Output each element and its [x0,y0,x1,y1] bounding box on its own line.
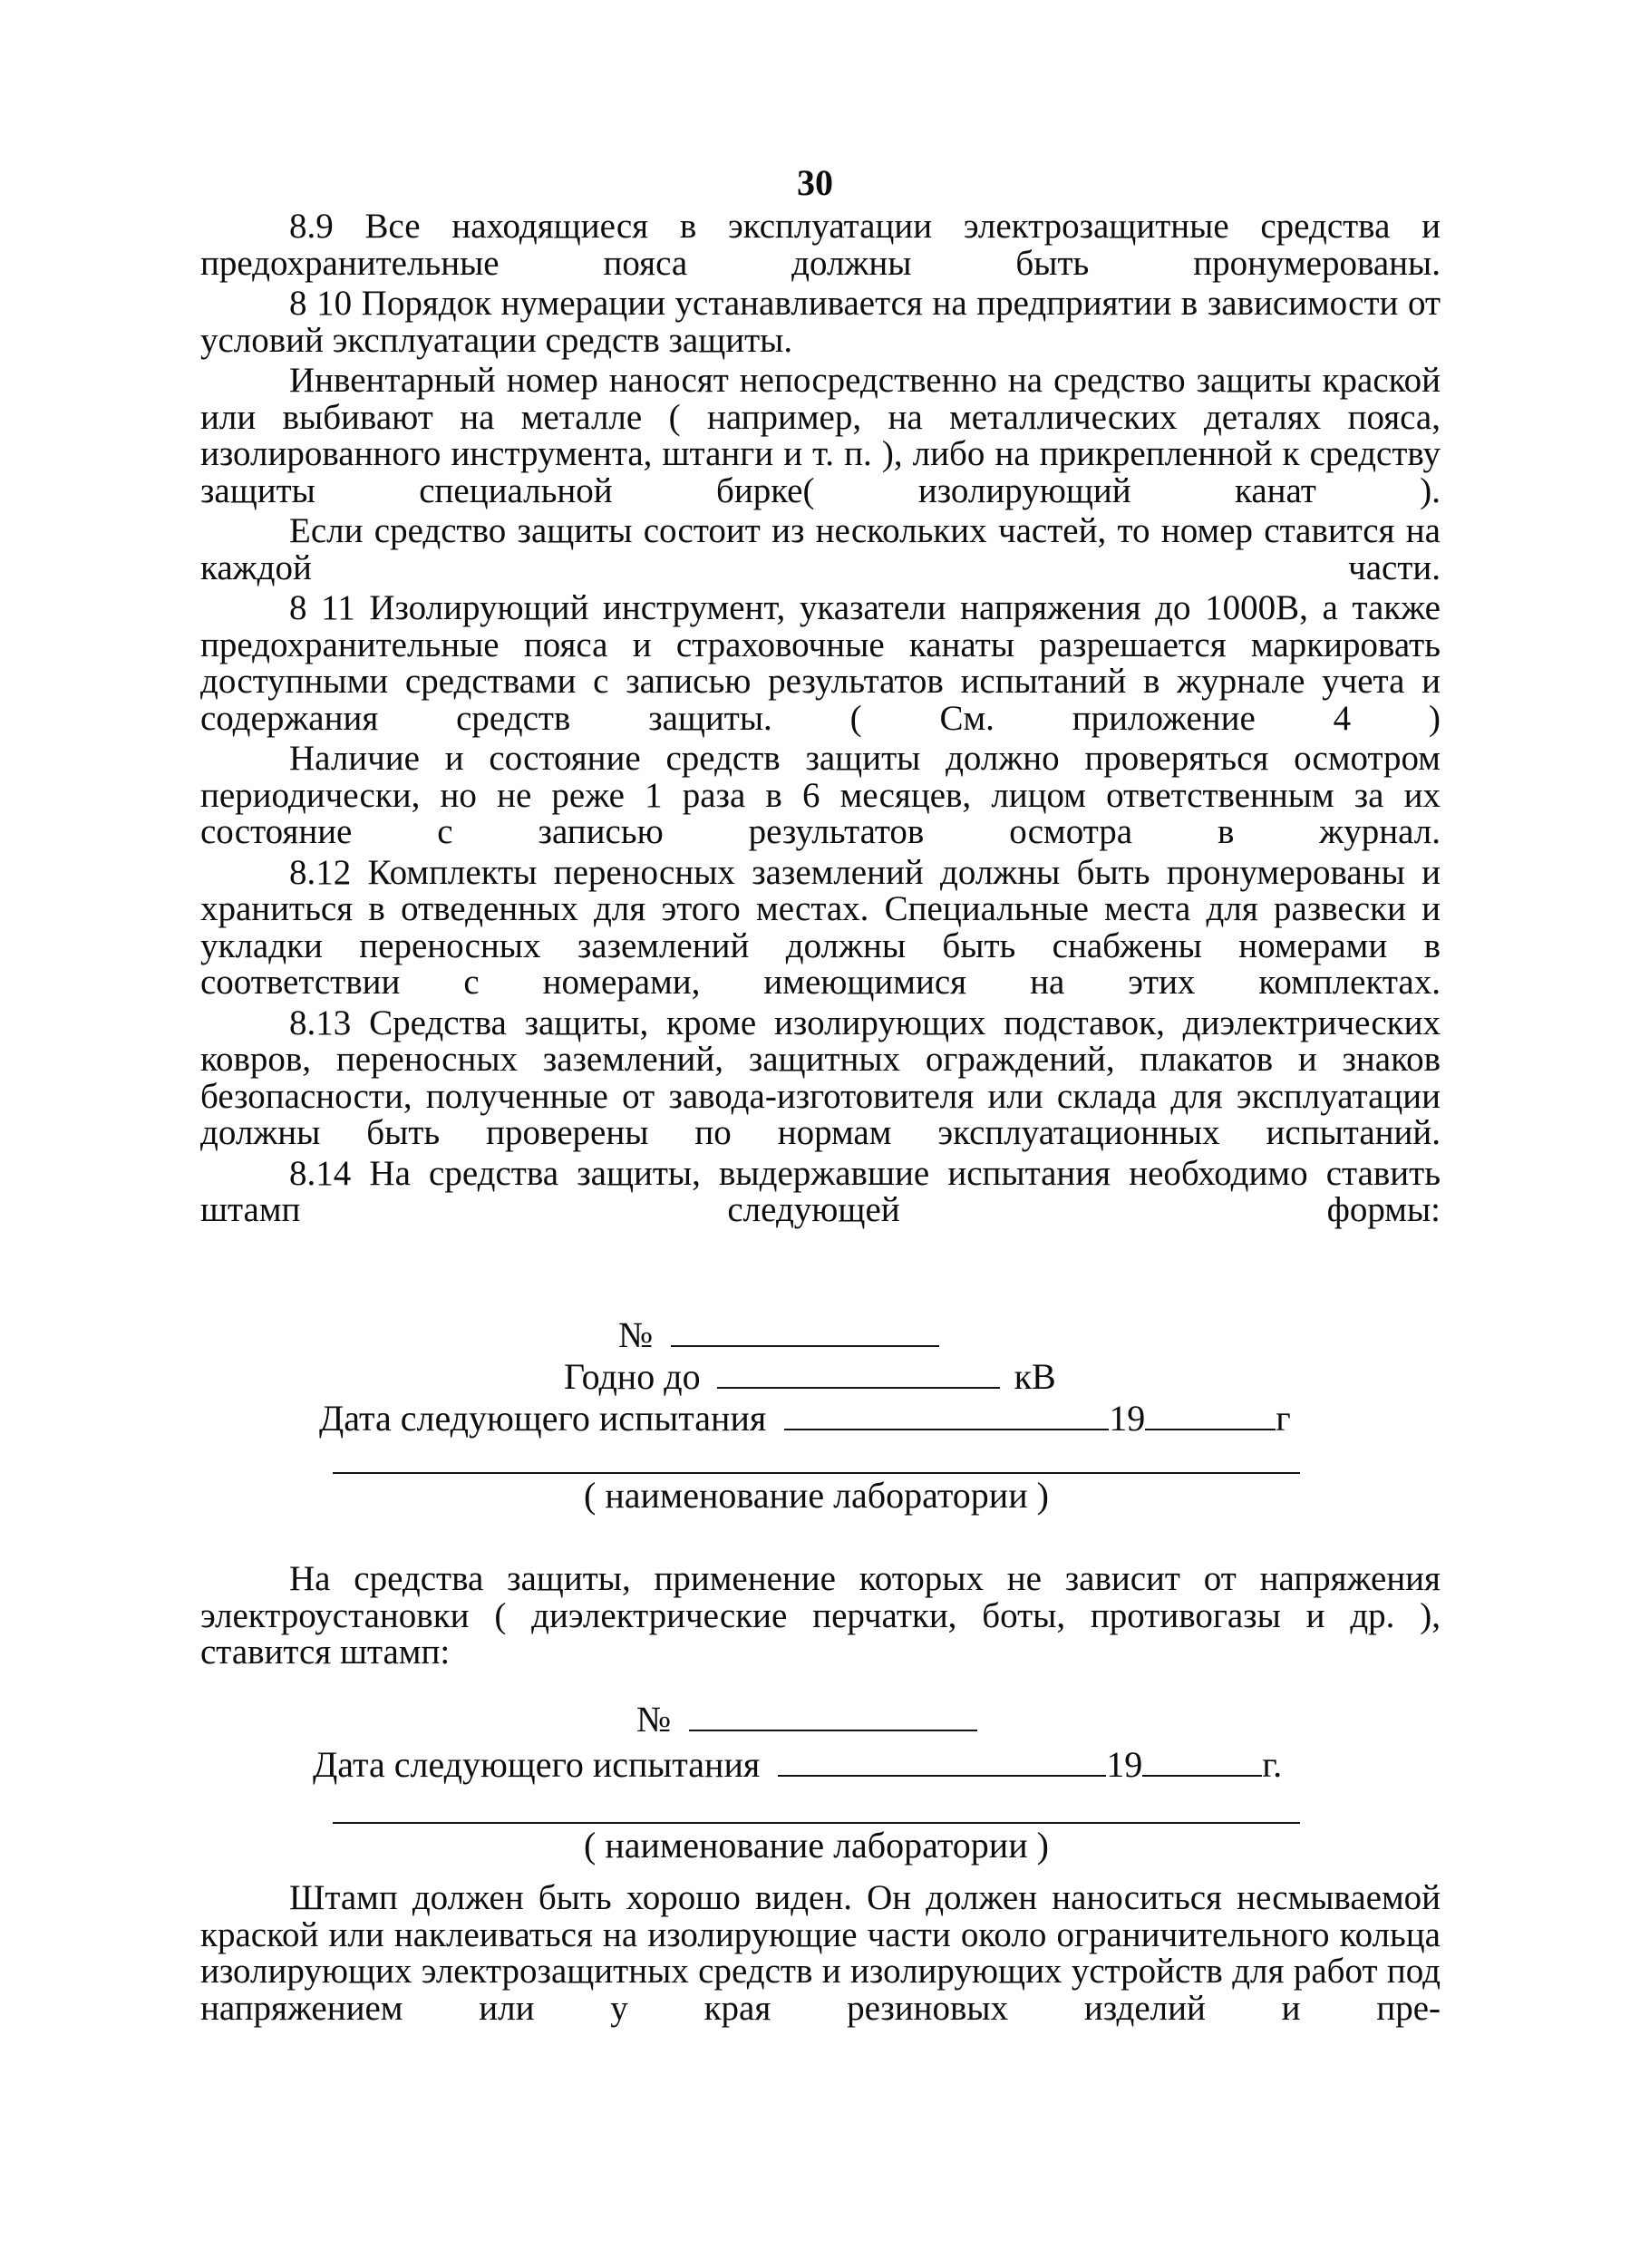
next-test-blank-line [778,1746,1106,1777]
number-blank-line [671,1316,939,1347]
year-prefix: 19 [1109,1398,1146,1439]
number-label: № [618,1314,654,1355]
paragraph-inspection: Наличие и состояние средств защиты должно проверяться осмотром периодически, но не реже 1 раза в 6 месяцев, лицом ответственным за их состояние с записью результатов осмотра в журнал. [200,739,1441,851]
paragraph-8-14: 8.14 На средства защиты, выдержавшие испытания необходимо ставить штамп следующей формы: [200,1153,1441,1229]
year-suffix: г. [1262,1744,1283,1785]
paragraph-8-11: 8 11 Изолирующий инструмент, указатели напряжения до 1000В, а также предохранительные пояса и страховочные канаты разрешается маркировать доступными средствами с записью результатов испытаний в журнале учета и содержания средств защиты. ( См. приложение 4 ) [200,588,1441,738]
valid-until-blank-line [717,1358,1000,1389]
paragraph-8-13: 8.13 Средства защиты, кроме изолирующих подставок, диэлектрических ковров, переносных заземлений, защитных ограждений, плакатов и знаков безопасности, полученные от завода-изготовителя или склада для эксплуатации должны быть проверены по нормам эксплуатационных испытаний. [200,1003,1441,1152]
year-blank-line [1142,1746,1262,1777]
top-text-block [200,208,1441,1229]
next-test-blank-line [784,1400,1109,1430]
paragraph-voltage-independent: На средства защиты, применение которых не зависит от напряжения электроустановки ( диэлектрические перчатки, боты, противогазы и др. ), ставится штамп: [200,1559,1441,1672]
number-label: № [636,1699,672,1740]
kv-label: кВ [1014,1356,1056,1397]
middle-text-block [200,1561,1441,1672]
year-blank-line [1145,1400,1276,1430]
year-suffix: г [1276,1398,1291,1439]
number-blank-line [689,1701,977,1731]
lab-name-caption: ( наименование лаборатории ) [584,1825,1049,1866]
next-test-label: Дата следующего испытания [313,1744,761,1785]
valid-until-label: Годно до [564,1356,701,1397]
lab-name-caption: ( наименование лаборатории ) [584,1475,1049,1516]
next-test-label: Дата следующего испытания [319,1398,767,1439]
paragraph-8-9: 8.9 Все находящиеся в эксплуатации электрозащитные средства и предохранительные пояса должны быть пронумерованы. [200,207,1441,283]
paragraph-8-12: 8.12 Комплекты переносных заземлений должны быть пронумерованы и храниться в отведенных для этого местах. Специальные места для развески и укладки переносных заземлений должны быть снабжены номерами в соответствии с номерами, имеющимися на этих комплектах. [200,852,1441,1002]
year-prefix: 19 [1106,1744,1143,1785]
paragraph-stamp-visibility: Штамп должен быть хорошо виден. Он должен наноситься несмываемой краской или наклеиваться на изолирующие части около ограничительного кольца изолирующих электрозащитных средств и изолирующих устройств для работ под напряжением или у края резиновых изделий и пре- [200,1878,1441,2028]
paragraph-inventory-number: Инвентарный номер наносят непосредственно на средство защиты краской или выбивают на металле ( например, на металлических деталях пояса, изолированного инструмента, штанги и т. п. ), либо на прикрепленной к средству защиты специальной бирке( изолирующий канат ). [200,361,1441,510]
bottom-text-block [200,1880,1441,2027]
paragraph-8-10: 8 10 Порядок нумерации устанавливается на предприятии в зависимости от условий эксплуатации средств защиты. [200,284,1441,360]
paragraph-multi-part: Если средство защиты состоит из нескольких частей, то номер ставится на каждой части. [200,511,1441,587]
page-number: 30 [797,162,833,203]
lab-signature-line [333,1822,1300,1824]
lab-signature-line [333,1472,1300,1474]
